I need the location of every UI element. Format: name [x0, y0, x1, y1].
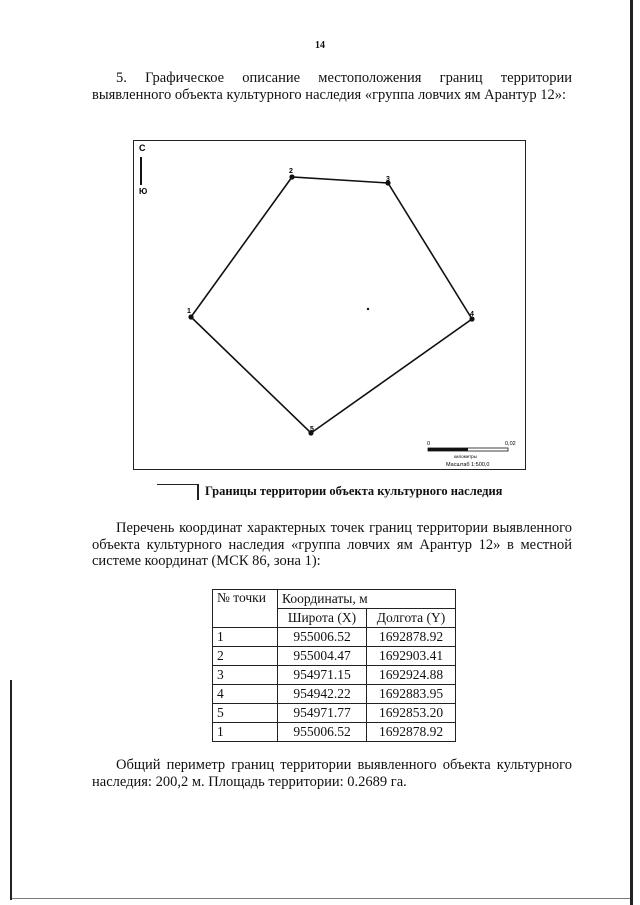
- perimeter-area-summary: Общий периметр границ территории выявленного объекта культурного наследия: 200,2 м. Площадь территории: 0.2689 га.: [92, 757, 572, 790]
- scan-edge-line: [630, 0, 633, 905]
- scale-bar: [427, 441, 516, 468]
- compass-south-label: Ю: [139, 187, 148, 196]
- scale-ratio-label: Масштаб 1:500,0: [446, 462, 490, 468]
- header-coordinates: Координаты, м: [278, 590, 456, 609]
- boundary-map: [133, 140, 526, 470]
- coordinates-intro: Перечень координат характерных точек границ территории выявленного объекта культурного наследия «группа ловчих ям Арантур 12» в местной системе координат (МСК 86, зона 1):: [92, 520, 572, 569]
- page-number: 14: [315, 40, 325, 51]
- vertex-label: 1: [187, 308, 191, 315]
- scale-end-label: 0,02: [505, 441, 516, 447]
- scan-bottom-line: [10, 898, 630, 899]
- legend-boundary-symbol: [157, 484, 199, 500]
- vertex-label: 3: [386, 176, 390, 183]
- coordinates-table: [212, 589, 456, 742]
- table-row: 5 954971.77 1692853.20: [213, 704, 456, 723]
- compass-north-label: С: [139, 143, 146, 153]
- table-row: 1 955006.52 1692878.92: [213, 628, 456, 647]
- header-longitude: Долгота (Y): [367, 609, 456, 628]
- header-latitude: Широта (X): [278, 609, 367, 628]
- boundary-vertices: [188, 174, 474, 435]
- table-row: 4 954942.22 1692883.95: [213, 685, 456, 704]
- vertex-label: 4: [470, 311, 474, 318]
- center-dot: [367, 308, 369, 310]
- table-row: 2 955004.47 1692903.41: [213, 647, 456, 666]
- territory-boundary: [191, 177, 472, 433]
- boundary-map-drawing: [134, 141, 527, 471]
- legend-label: Границы территории объекта культурного наследия: [205, 484, 503, 498]
- vertex-marker: [188, 314, 193, 319]
- vertex-label: 5: [310, 426, 314, 433]
- scale-units-label: километры: [454, 454, 477, 459]
- scan-margin-line: [10, 680, 12, 900]
- table-row: 3 954971.15 1692924.88: [213, 666, 456, 685]
- north-arrow-icon: [139, 143, 147, 196]
- scale-start-label: 0: [427, 441, 431, 447]
- vertex-label: 2: [289, 168, 293, 175]
- table-row: 1 955006.52 1692878.92: [213, 723, 456, 742]
- vertex-marker: [289, 174, 294, 179]
- header-point: № точки: [213, 590, 278, 628]
- section-heading: 5. Графическое описание местоположения границ территории выявленного объекта культурного наследия «группа ловчих ям Арантур 12»:: [92, 70, 572, 103]
